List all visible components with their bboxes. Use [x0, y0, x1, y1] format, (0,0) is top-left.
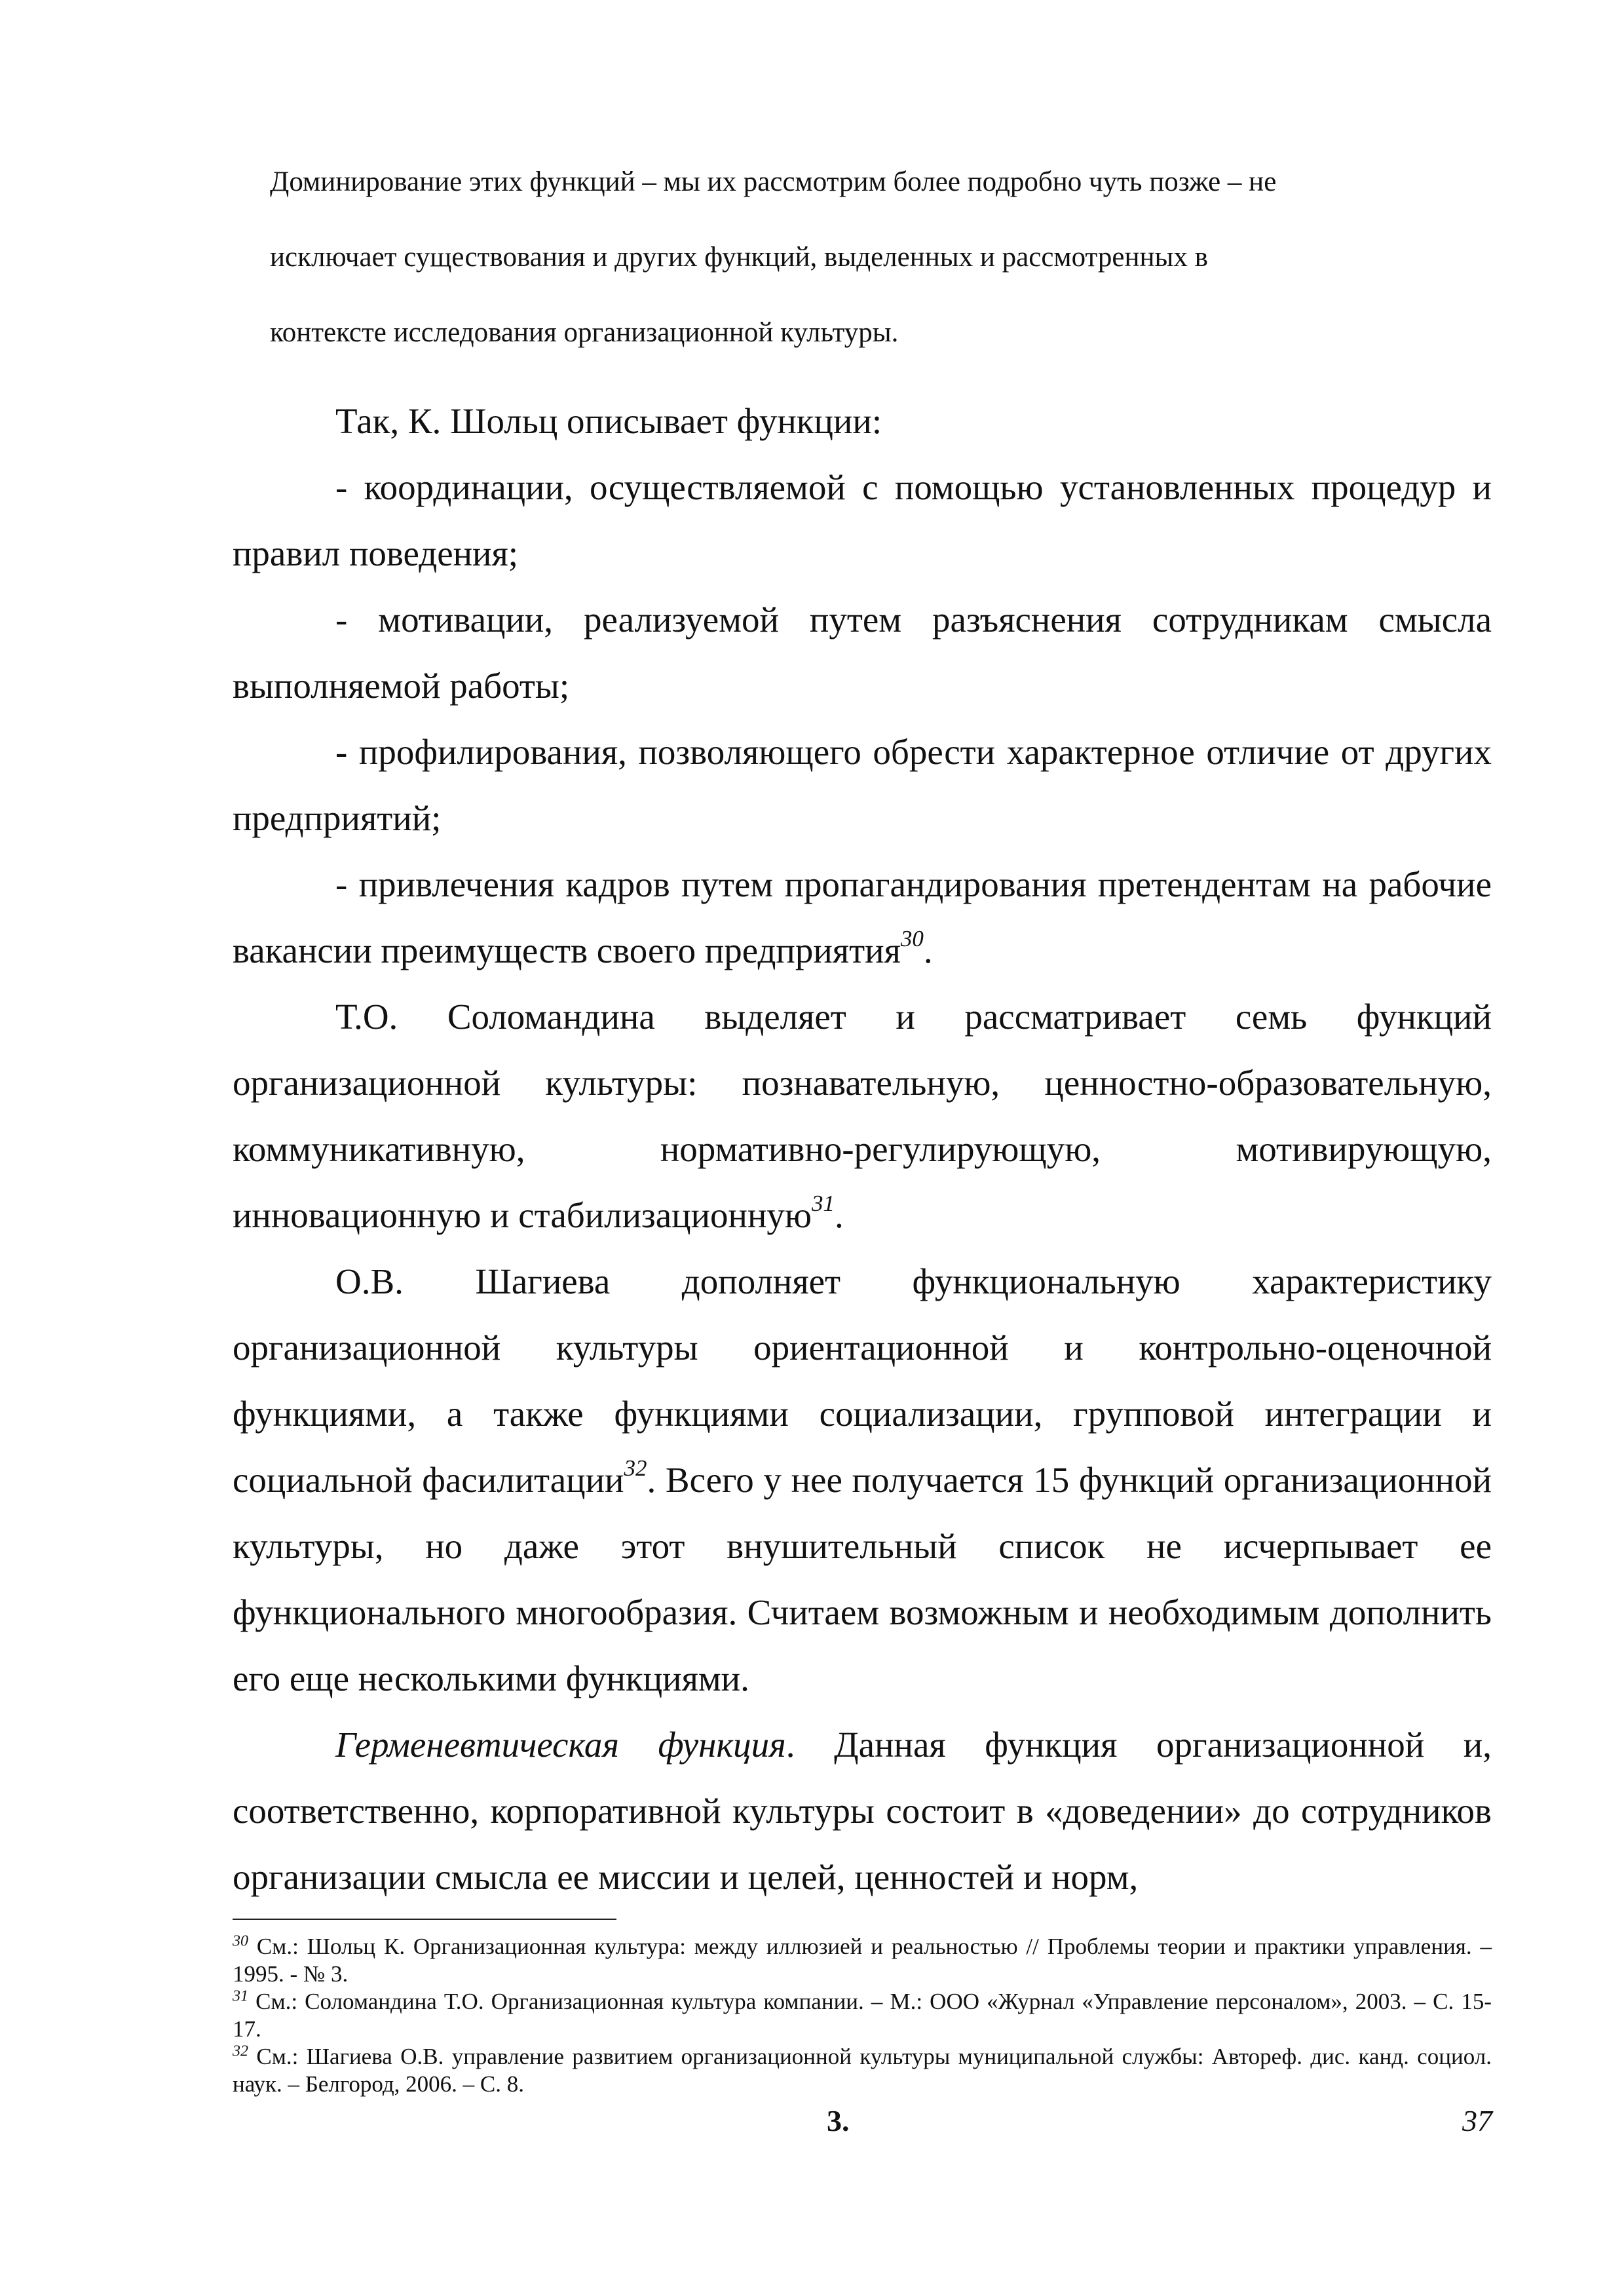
term-hermeneutic-function: Герменевтическая функция: [335, 1725, 786, 1765]
paragraph-text: Т.О. Соломандина выделяет и рассматривает семь функций организационной культуры: познавательную, ценностно-образовательную, коммуникативную, нормативно-регулирующую, мотивирующую, инновационную и стабилизационную: [233, 997, 1492, 1235]
intro-line: контексте исследования организационной культуры.: [270, 317, 899, 348]
footnote-number: 31: [233, 1987, 248, 2005]
footnote-number: 32: [233, 2042, 248, 2060]
paragraph-text: . Данная функция организационной и, соответственно, корпоративной культуры состоит в «доведении» до сотрудников организации смысла ее миссии и целей, ценностей и норм,: [233, 1725, 1492, 1897]
footnote-text: См.: Шагиева О.В. управление развитием организационной культуры муниципальной службы: Автореф. дис. канд. социол. наук. – Белгород, 2006. – С. 8.: [233, 2044, 1492, 2097]
footnote-number: 30: [233, 1932, 248, 1950]
paragraph-shagieva: [233, 1248, 1492, 1712]
intro-line: Доминирование этих функций – мы их рассмотрим более подробно чуть позже – не: [270, 166, 1277, 197]
intro-line: исключает существования и других функций, выделенных и рассмотренных в: [270, 242, 1208, 273]
footnotes: [233, 1933, 1492, 2098]
main-body: [233, 388, 1492, 1910]
page-number: 37: [1462, 2104, 1492, 2137]
paragraph-scholz-intro: Так, К. Шольц описывает функции:: [335, 401, 882, 441]
section-mark: 3.: [827, 2104, 850, 2137]
paragraph-coordination: - координации, осуществляемой с помощью установленных процедур и правил поведения;: [233, 467, 1492, 573]
paragraph-end: .: [923, 930, 933, 970]
paragraph-end: .: [835, 1195, 844, 1235]
footnote-32: [233, 2043, 1492, 2098]
intro-text-block: [270, 144, 1501, 370]
footnote-ref-32[interactable]: 32: [624, 1455, 647, 1481]
footnote-ref-31[interactable]: 31: [812, 1190, 835, 1216]
footnote-text: См.: Соломандина Т.О. Организационная культура компании. – М.: ООО «Журнал «Управление персоналом», 2003. – С. 15-17.: [233, 1989, 1492, 2042]
paragraph-text: . Всего у нее получается 15 функций организационной культуры, но даже этот внушительный список не исчерпывает ее функционального многообразия. Считаем возможным и необходимым дополнить его еще несколькими функциями.: [233, 1460, 1492, 1698]
paragraph-hermeneutic: [233, 1712, 1492, 1910]
footnote-30: [233, 1933, 1492, 1988]
paragraph-solomandina: [233, 984, 1492, 1248]
footnote-separator: [233, 1919, 616, 1920]
paragraph-text: - привлечения кадров путем пропагандирования претендентам на рабочие вакансии преимуществ своего предприятия: [233, 864, 1492, 970]
footnote-text: См.: Шольц К. Организационная культура: между иллюзией и реальностью // Проблемы теории и практики управления. – 1995. - № 3.: [233, 1934, 1492, 1987]
paragraph-profiling: - профилирования, позволяющего обрести характерное отличие от других предприятий;: [233, 732, 1492, 838]
footnote-ref-30[interactable]: 30: [900, 925, 924, 951]
paragraph-text: О.В. Шагиева дополняет функциональную характеристику организационной культуры ориентационной и контрольно-оценочной функциями, а также функциями социализации, групповой интеграции и социальной фасилитации: [233, 1261, 1492, 1500]
footnote-31: [233, 1988, 1492, 2043]
paragraph-recruitment: [233, 851, 1492, 984]
paragraph-motivation: - мотивации, реализуемой путем разъяснения сотрудникам смысла выполняемой работы;: [233, 600, 1492, 706]
